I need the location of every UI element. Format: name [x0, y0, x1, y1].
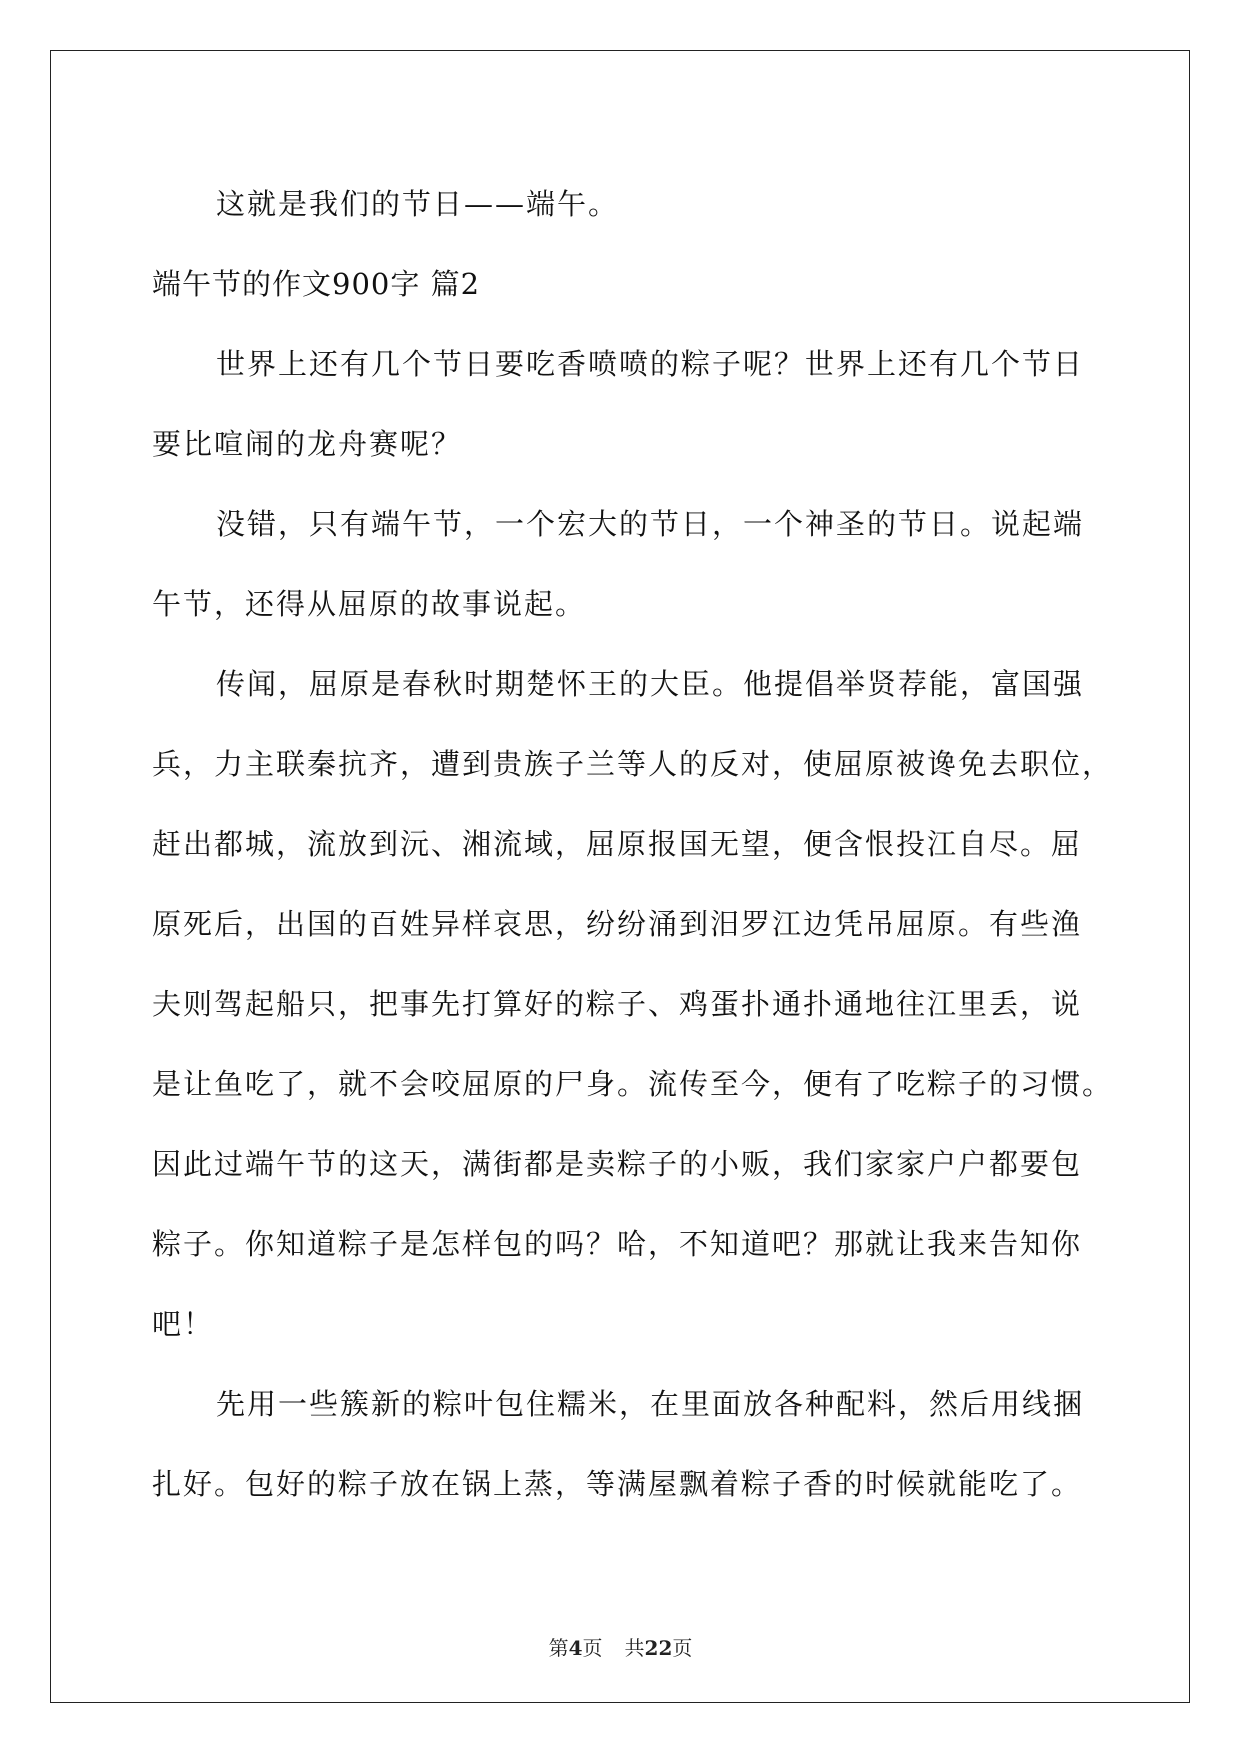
total-prefix: 共 — [624, 1636, 645, 1660]
paragraph-line: 午节，还得从屈原的故事说起。 — [152, 587, 587, 621]
total-page-count: 22 — [644, 1636, 673, 1660]
paragraph-line: 兵，力主联秦抗齐，遭到贵族子兰等人的反对，使屈原被谗免去职位， — [152, 747, 1114, 781]
paragraph-line: 赶出都城，流放到沅、湘流域，屈原报国无望，便含恨投江自尽。屈 — [152, 827, 1083, 861]
page-footer — [0, 1632, 1241, 1661]
paragraph-line: 这就是我们的节日——端午。 — [216, 187, 620, 221]
paragraph-line: 夫则驾起船只，把事先打算好的粽子、鸡蛋扑通扑通地往江里丢，说 — [152, 987, 1083, 1021]
paragraph-line: 是让鱼吃了，就不会咬屈原的尸身。流传至今，便有了吃粽子的习惯。 — [152, 1067, 1114, 1101]
paragraph-line: 没错，只有端午节，一个宏大的节日，一个神圣的节日。说起端 — [216, 507, 1085, 541]
paragraph-line: 先用一些簇新的粽叶包住糯米，在里面放各种配料，然后用线捆 — [216, 1387, 1085, 1421]
paragraph-line: 要比喧闹的龙舟赛呢？ — [152, 427, 463, 461]
total-suffix: 页 — [672, 1636, 693, 1660]
paragraph-line: 世界上还有几个节日要吃香喷喷的粽子呢？世界上还有几个节日 — [216, 347, 1085, 381]
section-heading: 端午节的作文900字 篇2 — [152, 267, 481, 301]
paragraph-line: 粽子。你知道粽子是怎样包的吗？哈，不知道吧？那就让我来告知你 — [152, 1227, 1083, 1261]
paragraph-line: 原死后，出国的百姓异样哀思，纷纷涌到汨罗江边凭吊屈原。有些渔 — [152, 907, 1083, 941]
current-page-number: 4 — [568, 1636, 583, 1660]
paragraph-line: 因此过端午节的这天，满街都是卖粽子的小贩，我们家家户户都要包 — [152, 1147, 1083, 1181]
document-body — [152, 164, 1114, 1524]
page-prefix: 第 — [548, 1636, 569, 1660]
paragraph-line: 吧！ — [152, 1307, 215, 1341]
paragraph-line: 传闻，屈原是春秋时期楚怀王的大臣。他提倡举贤荐能，富国强 — [216, 667, 1085, 701]
page-suffix: 页 — [582, 1636, 603, 1660]
paragraph-line: 扎好。包好的粽子放在锅上蒸，等满屋飘着粽子香的时候就能吃了。 — [152, 1467, 1083, 1501]
